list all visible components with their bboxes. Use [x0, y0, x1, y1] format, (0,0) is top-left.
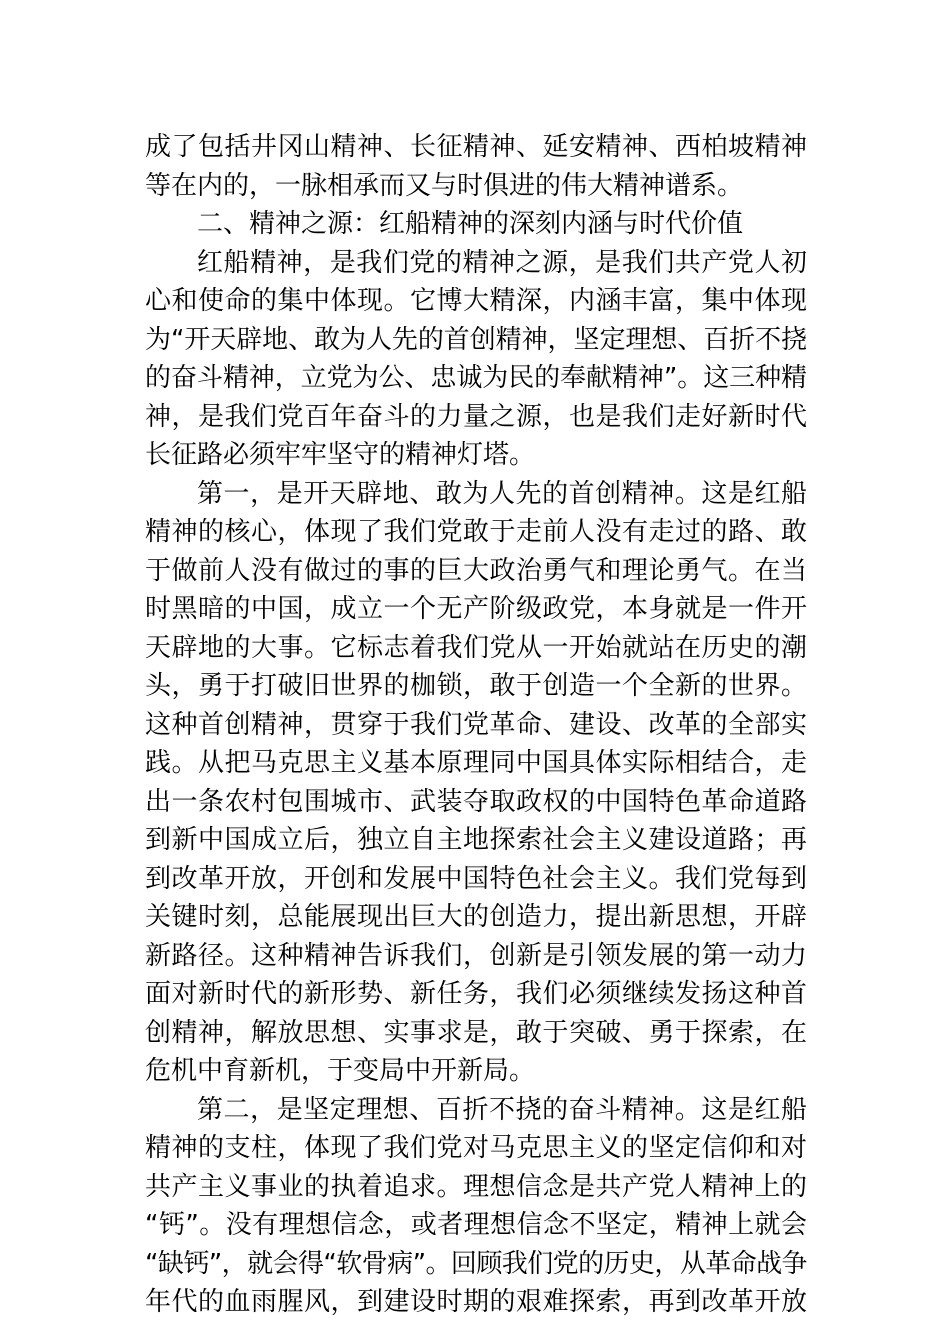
text-line: 天辟地的大事。它标志着我们党从一开始就站在历史的潮 — [145, 632, 807, 663]
text-line: 神，是我们党百年奋斗的力量之源，也是我们走好新时代 — [145, 401, 807, 432]
text-line: 践。从把马克思主义基本原理同中国具体实际相结合，走 — [145, 748, 807, 778]
text-line: 的奋斗精神，立党为公、忠诚为民的奉献精神”。这三种精 — [145, 363, 807, 393]
text-line: 出一条农村包围城市、武装夺取政权的中国特色革命道路 — [145, 786, 807, 817]
text-line: 精神的核心，体现了我们党敢于走前人没有走过的路、敢 — [145, 517, 807, 547]
text-line: 等在内的，一脉相承而又与时俱进的伟大精神谱系。 — [145, 170, 744, 201]
text-line: 创精神，解放思想、实事求是，敢于突破、勇于探索，在 — [145, 1017, 807, 1048]
paragraph-first-line: 第一，是开天辟地、敢为人先的首创精神。这是红船 — [197, 478, 807, 509]
text-line: “钙”。没有理想信念，或者理想信念不坚定，精神上就会 — [145, 1210, 807, 1240]
text-line: 头，勇于打破旧世界的枷锁，敢于创造一个全新的世界。 — [145, 671, 807, 701]
text-line: 为“开天辟地、敢为人先的首创精神，坚定理想、百折不挠 — [145, 324, 807, 355]
text-line: 共产主义事业的执着追求。理想信念是共产党人精神上的 — [145, 1171, 807, 1202]
text-line: 时黑暗的中国，成立一个无产阶级政党，本身就是一件开 — [145, 594, 807, 624]
text-line: 年代的血雨腥风，到建设时期的艰难探索，再到改革开放 — [145, 1287, 807, 1317]
paragraph-first-line: 第二，是坚定理想、百折不挠的奋斗精神。这是红船 — [197, 1094, 807, 1125]
text-line: 这种首创精神，贯穿于我们党革命、建设、改革的全部实 — [145, 709, 807, 740]
text-line: “缺钙”，就会得“软骨病”。回顾我们党的历史，从革命战争 — [145, 1248, 807, 1279]
text-line: 于做前人没有做过的事的巨大政治勇气和理论勇气。在当 — [145, 555, 807, 586]
text-line: 精神的支柱，体现了我们党对马克思主义的坚定信仰和对 — [145, 1133, 807, 1163]
document-body — [145, 128, 807, 1322]
paragraph-first-line: 红船精神，是我们党的精神之源，是我们共产党人初 — [197, 247, 807, 278]
section-heading: 二、精神之源：红船精神的深刻内涵与时代价值 — [197, 209, 744, 239]
text-line: 到改革开放，开创和发展中国特色社会主义。我们党每到 — [145, 863, 807, 894]
text-line: 危机中育新机，于变局中开新局。 — [145, 1056, 536, 1086]
text-line: 长征路必须牢牢坚守的精神灯塔。 — [145, 440, 536, 470]
text-line: 关键时刻，总能展现出巨大的创造力，提出新思想，开辟 — [145, 902, 807, 932]
text-line: 新路径。这种精神告诉我们，创新是引领发展的第一动力 — [145, 940, 807, 971]
text-line: 成了包括井冈山精神、长征精神、延安精神、西柏坡精神 — [145, 132, 807, 162]
text-line: 面对新时代的新形势、新任务，我们必须继续发扬这种首 — [145, 979, 807, 1009]
text-line: 心和使命的集中体现。它博大精深，内涵丰富，集中体现 — [145, 286, 807, 316]
text-line: 到新中国成立后，独立自主地探索社会主义建设道路；再 — [145, 825, 807, 855]
